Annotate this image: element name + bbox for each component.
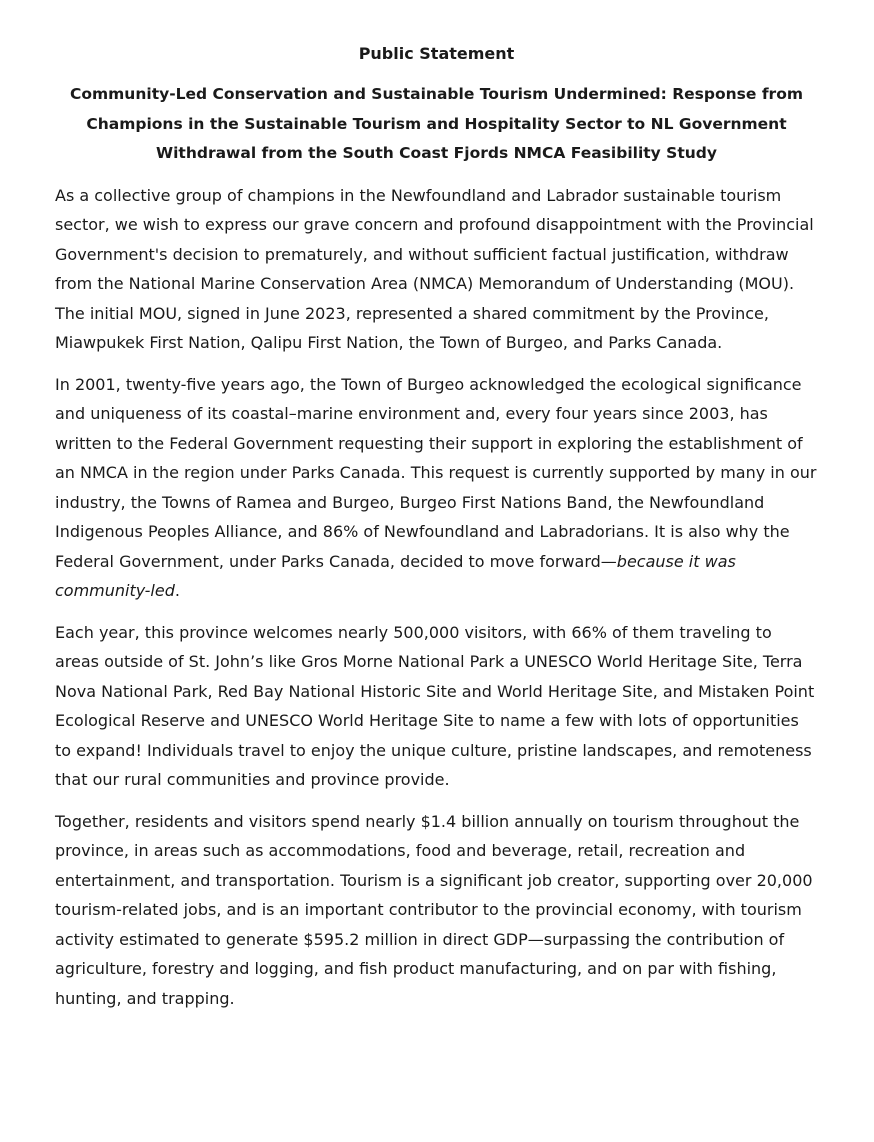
headline-line-1: Community-Led Conservation and Sustainable Tourism Undermined: Response from <box>69 85 804 103</box>
paragraph-visitors: Each year, this province welcomes nearly 500,000 visitors, with 66% of them traveling to areas outside of St. John’s like Gros Morne National Park a UNESCO World Heritage Site, Terra Nova National Park, Red Bay National Historic Site and World Heritage Site, and Mistaken Point Ecological Reserve and UNESCO World Heritage Site to name a few with lots of opportunities to expand! Individuals travel to enjoy the unique culture, pristine landscapes, and remoteness that our rural communities and province provide. <box>55 622 815 789</box>
paragraph-burgeo-history-end: . <box>174 581 180 600</box>
paragraph-burgeo-history-text: In 2001, twenty-five years ago, the Town of Burgeo acknowledged the ecological significance and uniqueness of its coastal–marine environment and, every four years since 2003, has written to the Federal Government requesting their support in exploring the establishment of an NMCA in the region under Parks Canada. This request is currently supported by many in our industry, the Towns of Ramea and Burgeo, Burgeo First Nations Band, the Newfoundland Indigenous Peoples Alliance, and 86% of Newfoundland and Labradorians. It is also why the Federal Government, under Parks Canada, decided to move forward— <box>55 374 817 571</box>
paragraph-burgeo-history <box>55 370 818 606</box>
community-led-emphasis: because it was community-led <box>55 551 736 600</box>
headline-line-3: Withdrawal from the South Coast Fjords NMCA Feasibility Study <box>156 144 717 162</box>
paragraph-mou-concern: As a collective group of champions in the Newfoundland and Labrador sustainable tourism sector, we wish to express our grave concern and profound disappointment with the Provincial Government's decision to prematurely, and without sufficient factual justification, withdraw from the National Marine Conservation Area (NMCA) Memorandum of Understanding (MOU). The initial MOU, signed in June 2023, represented a shared commitment by the Province, Miawpukek First Nation, Qalipu First Nation, the Town of Burgeo, and Parks Canada. <box>55 185 814 352</box>
document-label: Public Statement <box>358 44 515 63</box>
paragraph-economy: Together, residents and visitors spend nearly $1.4 billion annually on tourism throughout the province, in areas such as accommodations, food and beverage, retail, recreation and entertainment, and transportation. Tourism is a significant job creator, supporting over 20,000 tourism-related jobs, and is an important contributor to the provincial economy, with tourism activity estimated to generate $595.2 million in direct GDP—surpassing the contribution of agriculture, forestry and logging, and fish product manufacturing, and on par with fishing, hunting, and trapping. <box>55 811 813 1008</box>
headline-line-2: Champions in the Sustainable Tourism and Hospitality Sector to NL Government <box>86 114 787 133</box>
statement-headline <box>55 80 818 169</box>
